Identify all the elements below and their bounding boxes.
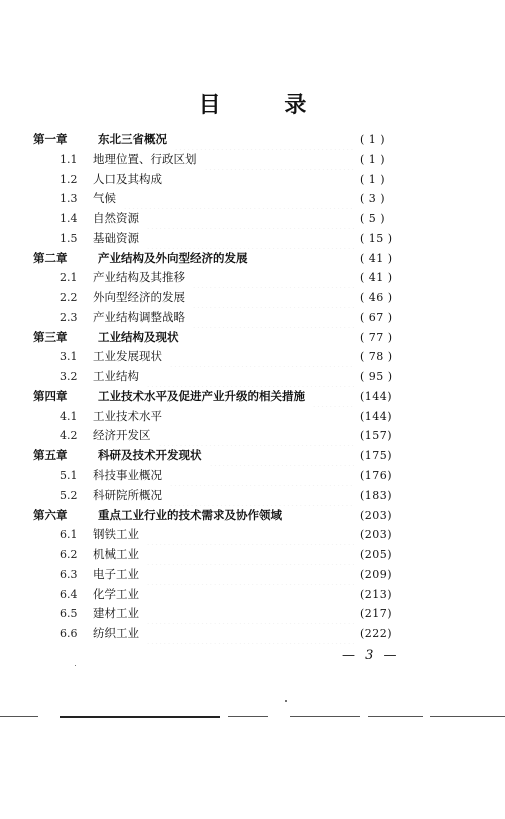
toc-entry-title: 地理位置、行政区划 (93, 150, 200, 170)
toc-entry-title: 产业结构及其推移 (93, 268, 188, 288)
toc-section-row (0, 229, 505, 249)
dot-leader (169, 347, 354, 367)
toc-entry-page: ( 1 ) (360, 133, 386, 146)
toc-section-row (0, 525, 505, 545)
toc-entry-page: ( 95 ) (360, 370, 393, 384)
toc-entry-title: 科研及技术开发现状 (98, 446, 205, 466)
toc-entry-page: ( 1 ) (360, 172, 386, 186)
toc-entry-title: 工业结构及现状 (98, 328, 182, 348)
dot-leader (146, 209, 354, 229)
toc-entry-title: 产业结构及外向型经济的发展 (98, 249, 251, 269)
toc-entry-number: 第六章 (33, 507, 68, 522)
toc-entry-number: 5.1 (60, 469, 78, 483)
toc-entry-number: 1.1 (60, 152, 78, 166)
toc-entry-title: 化学工业 (93, 585, 142, 605)
toc-entry-number: 6.5 (60, 607, 78, 621)
toc-entry-page: (203) (360, 508, 393, 522)
toc-entry-page: ( 46 ) (360, 291, 393, 305)
toc-entry-title: 重点工业行业的技术需求及协作领域 (98, 506, 285, 526)
toc-section-row (0, 604, 505, 624)
toc-entry-number: 2.3 (60, 310, 78, 324)
toc-entry-page: ( 41 ) (360, 251, 393, 265)
dot-leader (169, 170, 354, 190)
toc-entry-title: 钢铁工业 (93, 525, 142, 545)
toc-chapter-row (0, 446, 505, 466)
toc-entry-number: 1.5 (60, 231, 78, 245)
toc-entry-number: 1.3 (60, 192, 78, 206)
toc-section-row (0, 170, 505, 190)
toc-entry-title: 机械工业 (93, 545, 142, 565)
dot-leader (158, 426, 355, 446)
toc-chapter-row (0, 249, 505, 269)
toc-entry-title: 纺织工业 (93, 624, 142, 644)
toc-entry-page: (217) (360, 607, 393, 621)
dot-leader (192, 268, 354, 288)
toc-entry-page: (176) (360, 469, 393, 483)
toc-entry-number: 3.2 (60, 370, 78, 384)
toc-entry-number: 6.1 (60, 528, 78, 542)
toc-entry-title: 自然资源 (93, 209, 142, 229)
toc-entry-number: 第五章 (33, 448, 68, 463)
toc-section-row (0, 347, 505, 367)
toc-entry-page: ( 67 ) (360, 310, 393, 324)
dot-leader (146, 545, 354, 565)
toc-section-row (0, 466, 505, 486)
toc-section-row (0, 426, 505, 446)
toc-entry-number: 3.1 (60, 350, 78, 364)
toc-entry-page: (203) (360, 528, 393, 542)
toc-section-row (0, 367, 505, 387)
toc-entry-number: 1.4 (60, 212, 78, 226)
toc-entry-title: 基础资源 (93, 229, 142, 249)
toc-entry-page: (205) (360, 548, 393, 562)
toc-entry-title: 东北三省概况 (98, 130, 170, 150)
toc-entry-page: (213) (360, 587, 393, 601)
toc-entry-title: 经济开发区 (93, 426, 154, 446)
toc-entry-title: 产业结构调整战略 (93, 308, 188, 328)
toc-section-row (0, 624, 505, 644)
toc-entry-title: 科技事业概况 (93, 466, 165, 486)
toc-entry-page: (183) (360, 488, 393, 502)
dot-leader (204, 150, 355, 170)
toc-entry-page: (222) (360, 627, 393, 641)
dot-leader (186, 328, 355, 348)
toc-entry-page: ( 15 ) (360, 231, 393, 245)
toc-entry-page: ( 77 ) (360, 330, 393, 344)
dot-leader (123, 189, 354, 209)
toc-section-row (0, 209, 505, 229)
toc-section-row (0, 545, 505, 565)
toc-entry-title: 科研院所概况 (93, 486, 165, 506)
toc-entry-title: 人口及其构成 (93, 170, 165, 190)
toc-chapter-row (0, 387, 505, 407)
toc-entry-page: ( 3 ) (360, 192, 386, 206)
toc-section-row (0, 268, 505, 288)
toc-entry-number: 1.2 (60, 172, 78, 186)
toc-entry-page: ( 1 ) (360, 152, 386, 166)
toc-section-row (0, 150, 505, 170)
toc-entry-page: (157) (360, 429, 393, 443)
toc-section-row (0, 565, 505, 585)
toc-section-row (0, 585, 505, 605)
toc-entry-title: 建材工业 (93, 604, 142, 624)
table-of-contents (0, 130, 505, 644)
toc-entry-number: 6.3 (60, 567, 78, 581)
toc-entry-page: ( 5 ) (360, 212, 386, 226)
toc-entry-title: 气候 (93, 189, 119, 209)
toc-entry-number: 第二章 (33, 250, 68, 265)
toc-entry-title: 工业技术水平及促进产业升级的相关措施 (98, 387, 308, 407)
dot-leader (209, 446, 355, 466)
dot-leader (192, 308, 354, 328)
page-title: 目 录 (198, 93, 335, 118)
dot-leader (312, 387, 354, 407)
toc-entry-number: 6.4 (60, 587, 78, 601)
toc-entry-page: (144) (360, 409, 393, 423)
dot-leader (146, 604, 354, 624)
dot-leader (146, 624, 354, 644)
toc-entry-number: 2.2 (60, 291, 78, 305)
toc-entry-title: 电子工业 (93, 565, 142, 585)
toc-entry-number: 5.2 (60, 488, 78, 502)
toc-chapter-row (0, 328, 505, 348)
dot-leader (174, 130, 354, 150)
toc-entry-title: 工业发展现状 (93, 347, 165, 367)
dot-leader (169, 486, 354, 506)
page-number: — 3 — (342, 648, 400, 663)
dot-leader (146, 525, 354, 545)
toc-entry-page: (175) (360, 449, 393, 463)
toc-entry-page: (144) (360, 389, 393, 403)
dot-leader (146, 367, 354, 387)
dot-leader (169, 407, 354, 427)
toc-entry-number: 6.6 (60, 627, 78, 641)
toc-section-row (0, 288, 505, 308)
toc-entry-number: 4.1 (60, 409, 78, 423)
bottom-rule (0, 716, 505, 718)
toc-entry-page: (209) (360, 567, 393, 581)
toc-section-row (0, 189, 505, 209)
toc-entry-number: 第三章 (33, 329, 68, 344)
toc-entry-number: 第四章 (33, 388, 68, 403)
toc-entry-number: 第一章 (33, 132, 68, 146)
toc-chapter-row (0, 506, 505, 526)
toc-entry-page: ( 78 ) (360, 350, 393, 364)
toc-section-row (0, 308, 505, 328)
dot-leader (192, 288, 354, 308)
toc-entry-number: 6.2 (60, 548, 78, 562)
toc-entry-page: ( 41 ) (360, 271, 393, 285)
dot-leader (289, 506, 354, 526)
toc-entry-title: 工业结构 (93, 367, 142, 387)
toc-entry-number: 4.2 (60, 429, 78, 443)
toc-entry-number: 2.1 (60, 271, 78, 285)
toc-chapter-row (0, 130, 505, 150)
toc-section-row (0, 486, 505, 506)
toc-section-row (0, 407, 505, 427)
dot-leader (146, 565, 354, 585)
dot-leader (255, 249, 355, 269)
dot-leader (146, 585, 354, 605)
dot-leader (146, 229, 354, 249)
dot-leader (169, 466, 354, 486)
toc-entry-title: 外向型经济的发展 (93, 288, 188, 308)
toc-entry-title: 工业技术水平 (93, 407, 165, 427)
